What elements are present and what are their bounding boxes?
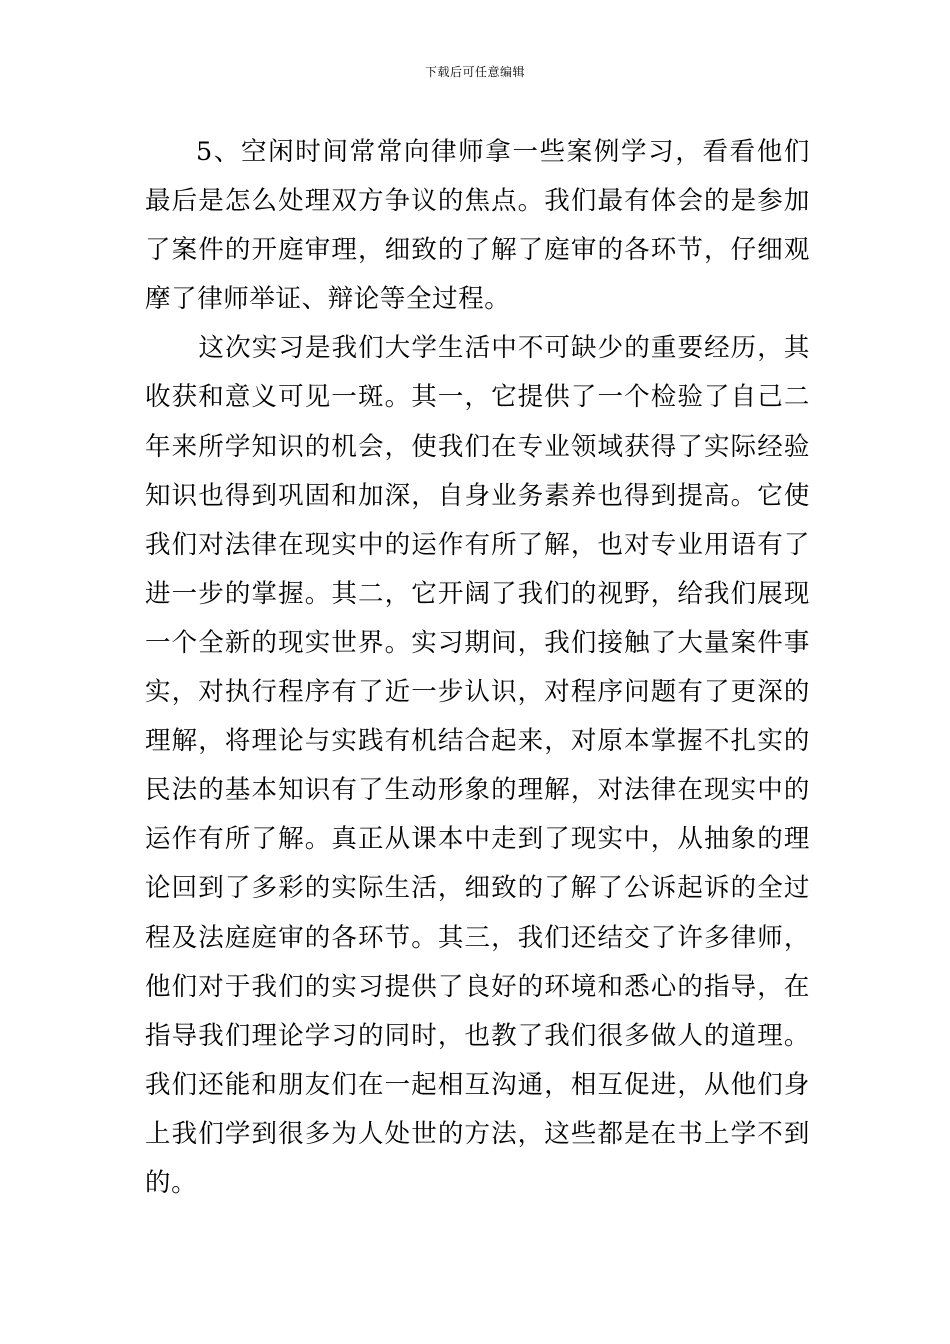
document-body (145, 128, 810, 1208)
paragraph-internship-reflection: 这次实习是我们大学生活中不可缺少的重要经历，其收获和意义可见一斑。其一，它提供了一个检验了自己二年来所学知识的机会，使我们在专业领域获得了实际经验知识也得到巩固和加深，自身业务素养也得到提高。它使我们对法律在现实中的运作有所了解，也对专业用语有了进一步的掌握。其二，它开阔了我们的视野，给我们展现一个全新的现实世界。实习期间，我们接触了大量案件事实，对执行程序有了近一步认识，对程序问题有了更深的理解，将理论与实践有机结合起来，对原本掌握不扎实的民法的基本知识有了生动形象的理解，对法律在现实中的运作有所了解。真正从课本中走到了现实中，从抽象的理论回到了多彩的实际生活，细致的了解了公诉起诉的全过程及法庭庭审的各环节。其三，我们还结交了许多律师，他们对于我们的实习提供了良好的环境和悉心的指导，在指导我们理论学习的同时，也教了我们很多做人的道理。我们还能和朋友们在一起相互沟通，相互促进，从他们身上我们学到很多为人处世的方法，这些都是在书上学不到的。 (145, 333, 810, 1198)
paragraph-case-study: 5、空闲时间常常向律师拿一些案例学习，看看他们最后是怎么处理双方争议的焦点。我们最有体会的是参加了案件的开庭审理，细致的了解了庭审的各环节，仔细观摩了律师举证、辩论等全过程。 (145, 137, 810, 315)
page-header-note: 下载后可任意编辑 (424, 65, 525, 79)
